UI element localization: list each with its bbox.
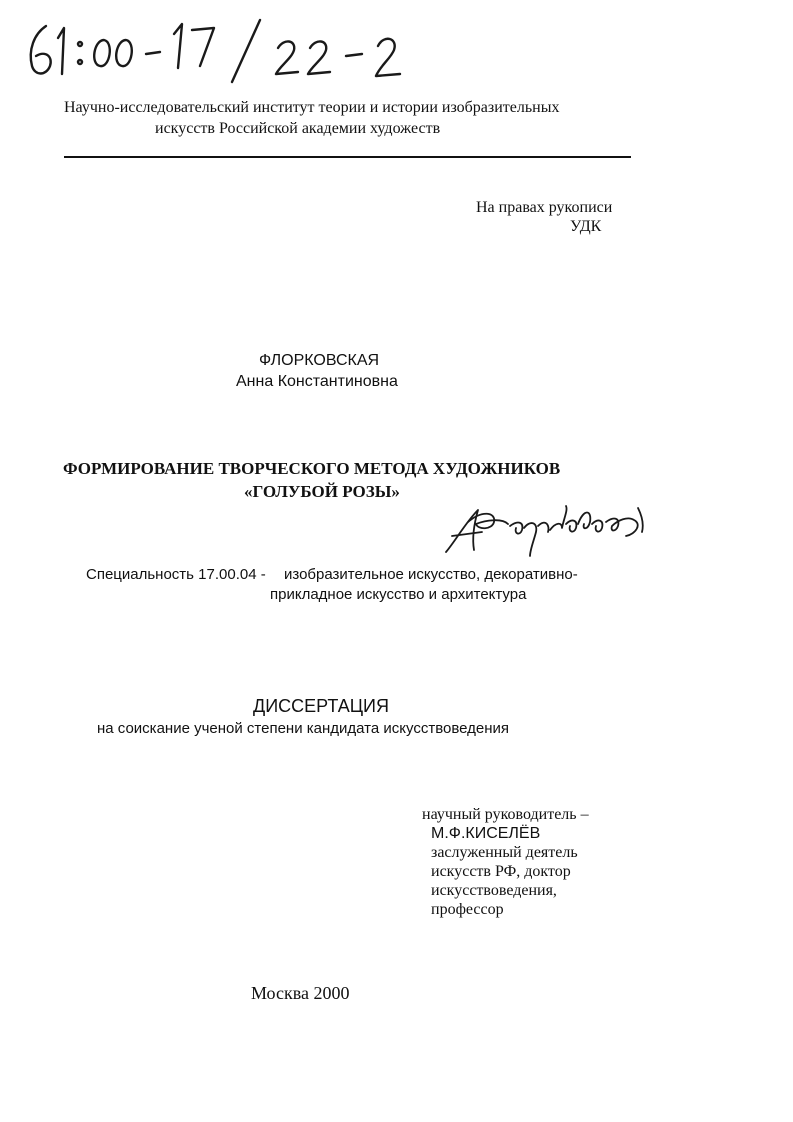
handwritten-archive-number: [24, 16, 414, 86]
dissertation-title-line2: «ГОЛУБОЙ РОЗЫ»: [244, 482, 400, 501]
dissertation-heading: ДИССЕРТАЦИЯ: [253, 696, 389, 716]
supervisor-title-line4: профессор: [431, 901, 504, 918]
rights-notice: На правах рукописи: [476, 199, 613, 216]
author-surname: ФЛОРКОВСКАЯ: [259, 352, 380, 369]
specialty-description-line2: прикладное искусство и архитектура: [270, 586, 527, 603]
author-given-names: Анна Константиновна: [236, 373, 398, 390]
udc-label: УДК: [570, 218, 602, 235]
supervisor-name: М.Ф.КИСЕЛЁВ: [431, 825, 541, 842]
supervisor-title-line2: искусств РФ, доктор: [431, 863, 571, 880]
institution-name-line1: Научно-исследовательский институт теории и истории изобразительных: [64, 99, 560, 116]
dissertation-title-line1: ФОРМИРОВАНИЕ ТВОРЧЕСКОГО МЕТОДА ХУДОЖНИКОВ: [63, 459, 561, 478]
dissertation-subheading: на соискание ученой степени кандидата искусствоведения: [97, 720, 510, 737]
author-signature: [438, 500, 653, 560]
header-rule: [64, 156, 631, 158]
supervisor-role: научный руководитель –: [422, 806, 589, 823]
supervisor-title-line1: заслуженный деятель: [431, 844, 578, 861]
specialty-label: Специальность 17.00.04 -: [86, 566, 266, 583]
supervisor-title-line3: искусствоведения,: [431, 882, 557, 899]
institution-name-line2: искусств Российской академии художеств: [155, 120, 441, 137]
place-and-year: Москва 2000: [251, 983, 350, 1003]
specialty-description-line1: изобразительное искусство, декоративно-: [284, 566, 578, 583]
